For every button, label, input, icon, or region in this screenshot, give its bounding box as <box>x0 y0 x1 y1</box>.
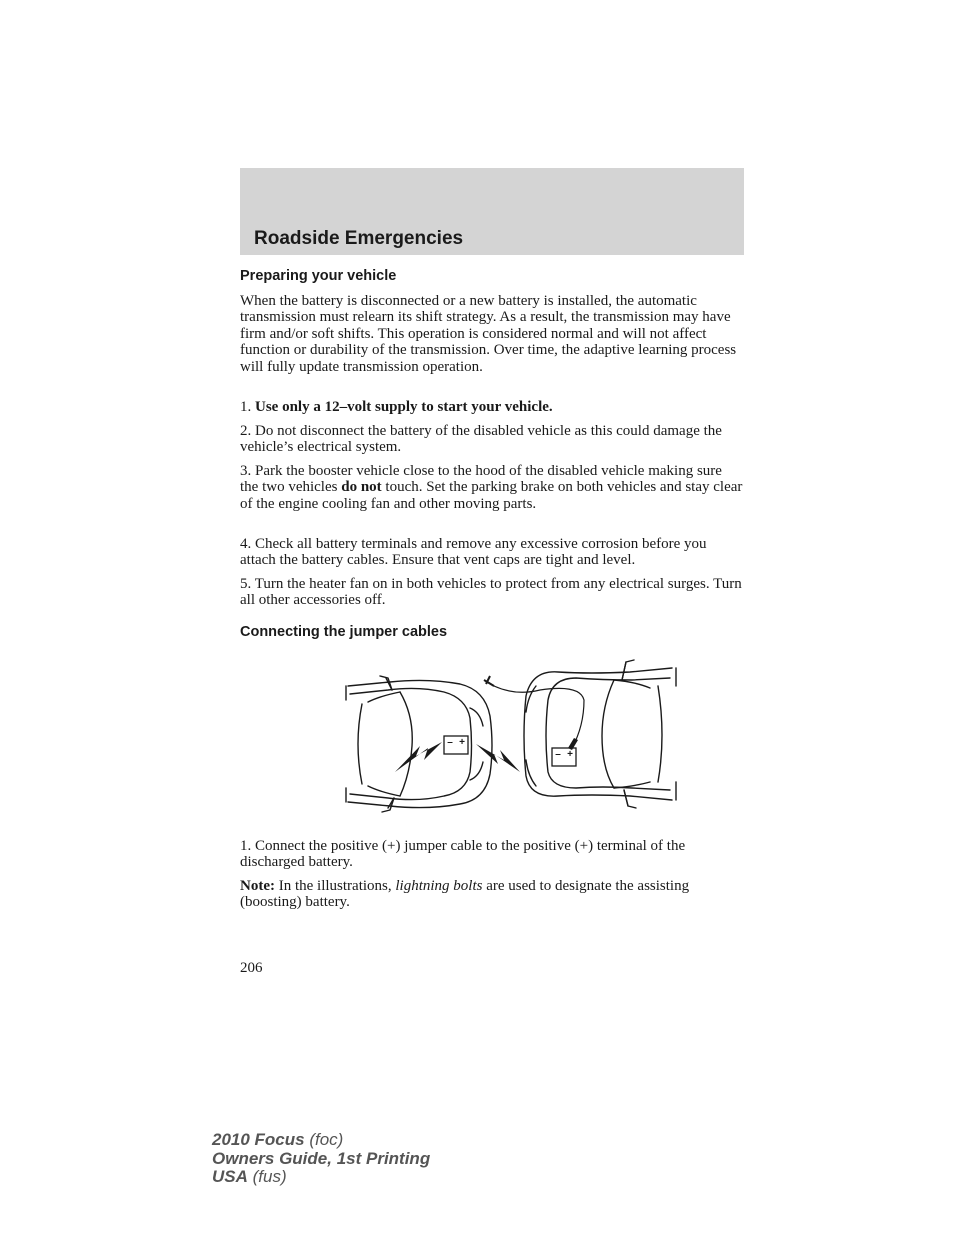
battery-plus-label: + <box>459 737 465 748</box>
connect-step-1: 1. Connect the positive (+) jumper cable to the positive (+) terminal of the discharged battery. <box>240 838 686 871</box>
jumper-clamp-icon <box>484 676 494 686</box>
disabled-vehicle-icon <box>346 676 492 812</box>
footer-model-code: (foc) <box>309 1130 344 1149</box>
step-5: 5. Turn the heater fan on in both vehicles to protect from any electrical surges. Turn all other accessories off. <box>240 576 742 609</box>
note-text-b: are used to designate the assisting (boosting) battery. <box>240 878 690 911</box>
footer-region-code: (fus) <box>252 1167 287 1186</box>
heading-connecting-cables: Connecting the jumper cables <box>240 624 448 640</box>
section-title: Roadside Emergencies <box>254 228 464 249</box>
footer-region: USA <box>212 1167 248 1186</box>
page-number: 206 <box>240 960 263 976</box>
step-2: 2. Do not disconnect the battery of the disabled vehicle as this could damage the vehicle’s electrical system. <box>240 423 722 456</box>
lightning-bolt-icon <box>476 744 520 772</box>
step-1 <box>240 399 744 415</box>
discharged-battery-icon <box>444 736 468 754</box>
battery-minus-label: – <box>447 737 453 748</box>
note-text-a: In the illustrations, <box>278 878 392 894</box>
intro-paragraph: When the battery is disconnected or a new battery is installed, the automatic transmission must relearn its shift strategy. As a result, the transmission may have firm and/or soft shifts. This operation is considered normal and will not affect function or durability of the transmission. Over time, the adaptive learning process will fully update transmission operation. <box>240 293 737 375</box>
step-1-number: 1. <box>240 399 252 415</box>
battery-plus-label: + <box>567 749 573 760</box>
battery-minus-label: – <box>555 749 561 760</box>
footer-guide: Owners Guide, 1st Printing <box>212 1148 431 1168</box>
heading-preparing-vehicle: Preparing your vehicle <box>240 268 397 284</box>
step-3-text-b: touch. Set the parking brake on both vehicles and stay clear of the engine cooling fan and other moving parts. <box>240 479 743 512</box>
step-3-text-a: 3. Park the booster vehicle close to the hood of the disabled vehicle making sure the two vehicles <box>240 463 722 496</box>
jumper-cable <box>488 682 584 748</box>
step-3 <box>240 463 744 512</box>
footer-line-3 <box>212 1168 430 1187</box>
step-1-bold-text: Use only a 12–volt supply to start your vehicle. <box>255 399 553 415</box>
footer-model: 2010 Focus <box>212 1130 305 1149</box>
jumper-cable-illustration <box>340 656 680 822</box>
note-italic: lightning bolts <box>395 878 483 894</box>
note-paragraph <box>240 878 744 911</box>
booster-battery-icon <box>552 748 576 766</box>
footer-line-1 <box>212 1131 430 1150</box>
step-3-bold: do not <box>341 479 382 496</box>
step-4: 4. Check all battery terminals and remove any excessive corrosion before you attach the battery cables. Ensure that vent caps are tight and level. <box>240 536 707 569</box>
booster-vehicle-icon <box>524 660 676 808</box>
lightning-bolt-icon <box>395 742 442 772</box>
note-label: Note: <box>240 878 275 894</box>
footer <box>212 1131 430 1187</box>
